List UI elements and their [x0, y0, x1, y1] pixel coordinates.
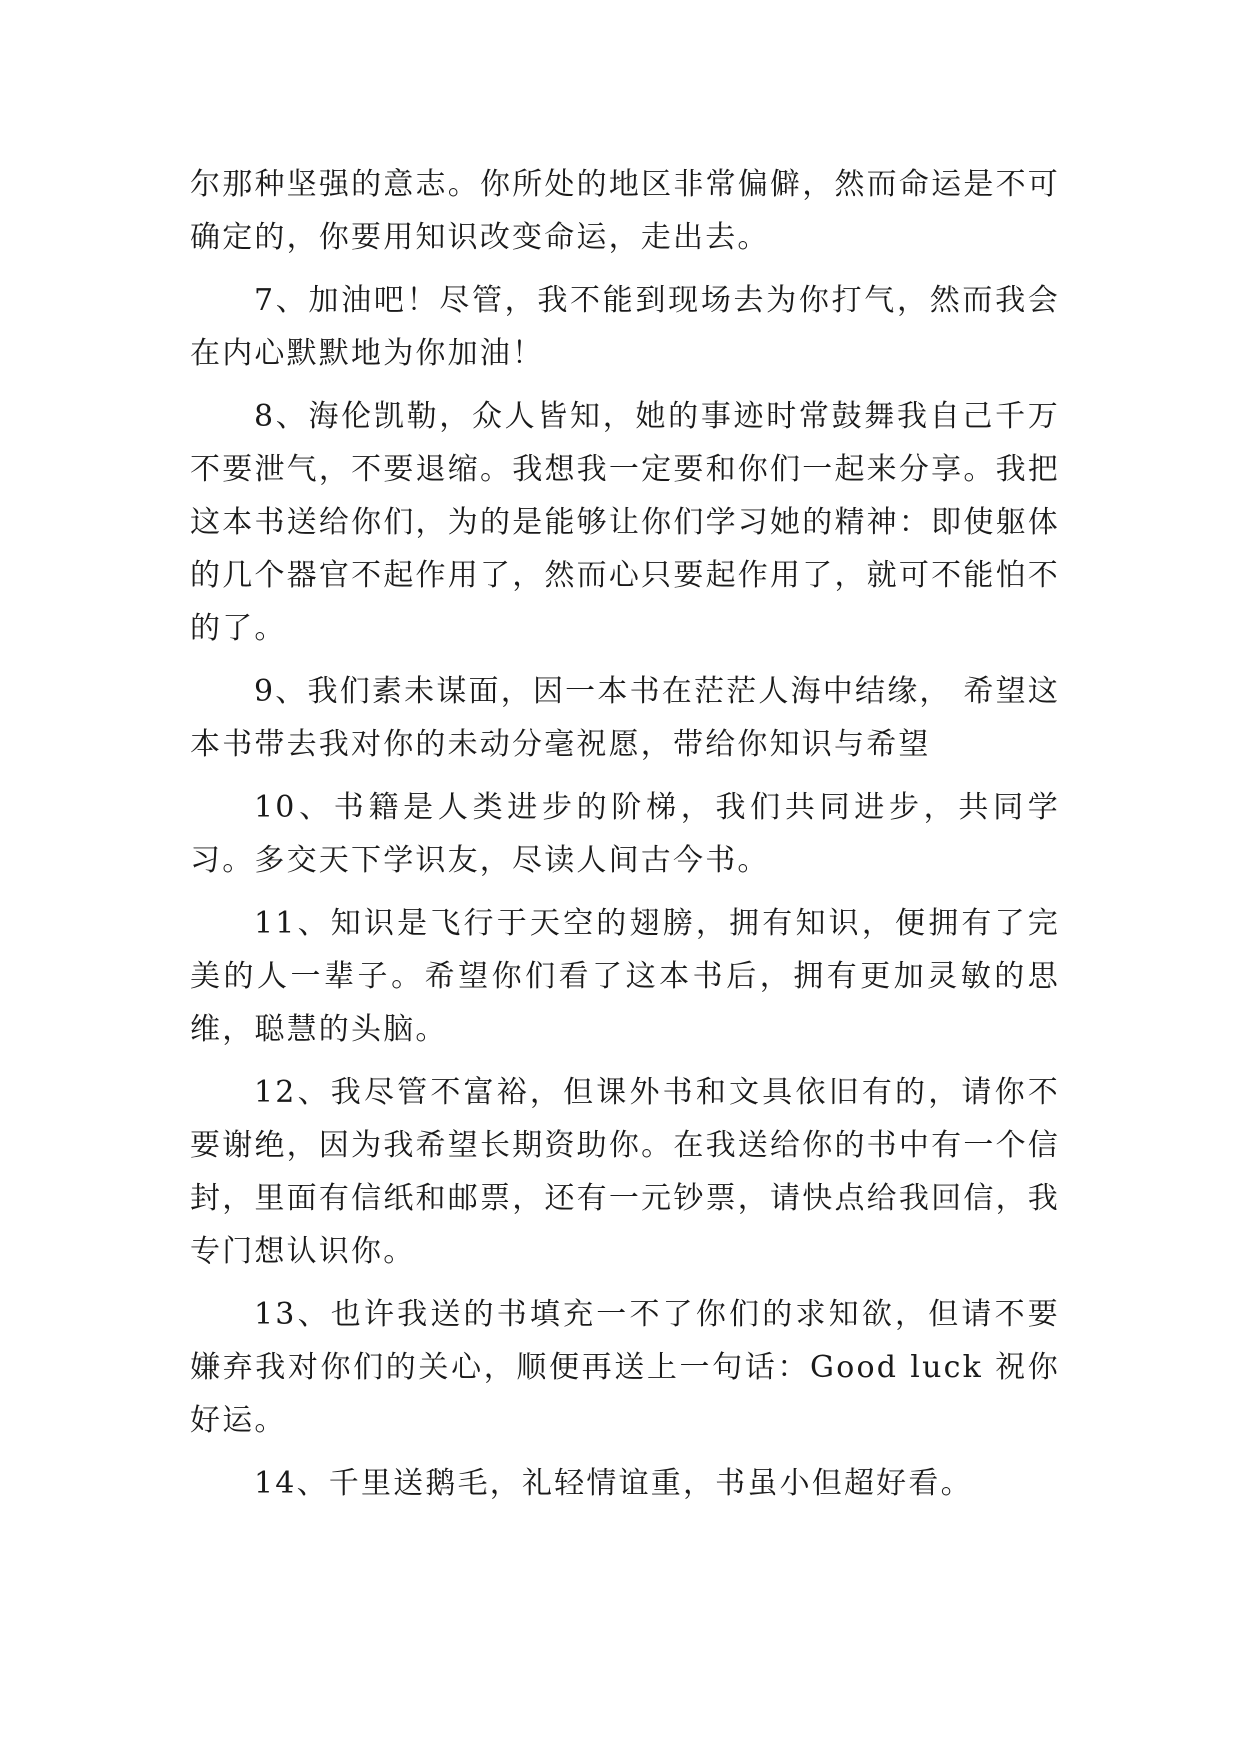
paragraph-6: 12、我尽管不富裕，但课外书和文具依旧有的，请你不要谢绝，因为我希望长期资助你。在我送给你的书中有一个信封，里面有信纸和邮票，还有一元钞票，请快点给我回信，我专门想认识你。 [190, 1075, 1060, 1269]
paragraph-4: 10、书籍是人类进步的阶梯，我们共同进步，共同学习。多交天下学识友，尽读人间古今书。 [190, 790, 1060, 878]
paragraph-8: 14、千里送鹅毛，礼轻情谊重，书虽小但超好看。 [254, 1466, 973, 1501]
paragraph-0: 尔那种坚强的意志。你所处的地区非常偏僻，然而命运是不可确定的，你要用知识改变命运，走出去。 [190, 167, 1060, 255]
paragraph-5: 11、知识是飞行于天空的翅膀，拥有知识，便拥有了完美的人一辈子。希望你们看了这本书后，拥有更加灵敏的思维，聪慧的头脑。 [190, 906, 1060, 1047]
paragraph-3: 9、我们素未谋面，因一本书在茫茫人海中结缘， 希望这本书带去我对你的未动分毫祝愿，带给你知识与希望 [190, 674, 1060, 762]
document-body [190, 158, 1060, 1520]
paragraph-2: 8、海伦凯勒，众人皆知，她的事迹时常鼓舞我自己千万不要泄气，不要退缩。我想我一定要和你们一起来分享。我把这本书送给你们，为的是能够让你们学习她的精神：即使躯体的几个器官不起作用了，然而心只要起作用了，就可不能怕不的了。 [190, 399, 1060, 646]
paragraph-1: 7、加油吧！尽管，我不能到现场去为你打气，然而我会在内心默默地为你加油！ [190, 283, 1060, 371]
paragraph-7: 13、也许我送的书填充一不了你们的求知欲，但请不要嫌弃我对你们的关心，顺便再送上一句话：Good luck 祝你好运。 [190, 1297, 1060, 1438]
